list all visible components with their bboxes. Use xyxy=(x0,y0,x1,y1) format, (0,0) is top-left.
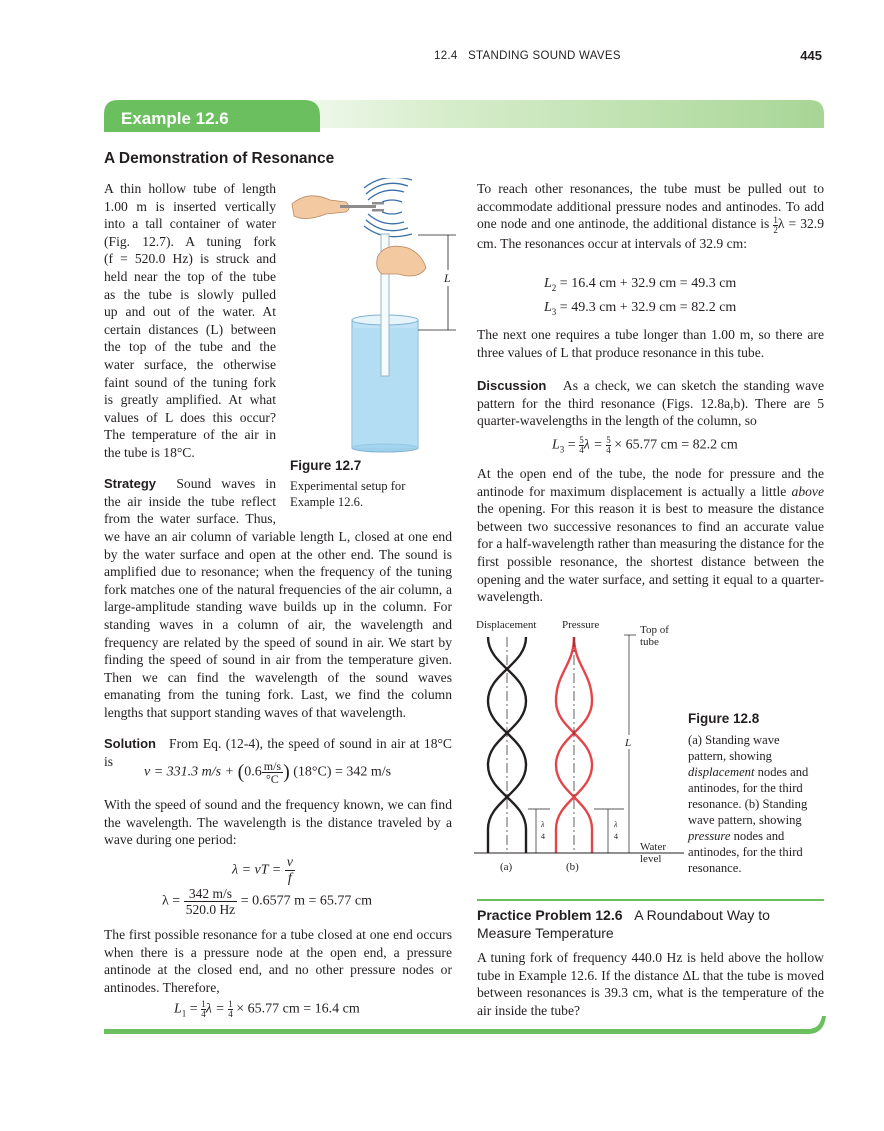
right-text-3 xyxy=(477,465,824,606)
problem-line: as the tube is slowly pulled xyxy=(104,286,276,302)
eq-L1-var: L xyxy=(174,1001,182,1017)
right-text-3a: At the open end of the tube, the node for pressure and the antinode for maximum displacement is actually a little xyxy=(477,466,824,499)
eq-lambda2-num: 342 m/s xyxy=(184,886,238,902)
page-number: 445 xyxy=(800,48,822,63)
eq-L3b-var: L xyxy=(552,437,560,453)
eq-L2-var: L xyxy=(544,276,552,291)
eq-lambda2-left: λ = xyxy=(162,893,184,909)
practice-title: A Roundabout Way to Measure Temperature xyxy=(477,907,770,941)
eq-L1-end: × 65.77 cm = 16.4 cm xyxy=(232,1001,360,1017)
equation-L2 xyxy=(544,276,736,293)
eq-L1-frac-den: 4 xyxy=(201,1009,206,1019)
strategy-body: we have an air column of variable length L, closed at one end by the water surface and open at the other end. The sound is amplified due to resonance; when the frequency of the tuning fork matches one of the natural frequencies of the air column, a large-amplitude standing wave builds up in the column. For standing waves in a column of air, the wavelength and frequency are related by the speed of sound in air. We start by finding the speed of sound in air from the temperature given. Then we can find the wavelength of the sound waves emanating from the tuning fork. Last, we find the column lengths that support standing waves of that wavelength. xyxy=(104,529,452,720)
quarter-lambda-a: λ xyxy=(541,820,545,829)
practice-divider xyxy=(477,899,824,901)
length-label: L xyxy=(444,271,451,285)
eq-L1-lambda: λ = xyxy=(205,1001,229,1017)
eq-L3b-frac-num: 5 xyxy=(579,435,584,445)
figure-12-7-title: Figure 12.7 xyxy=(290,458,362,473)
eq-L3-body: = 49.3 cm + 32.9 cm = 82.2 cm xyxy=(559,300,737,315)
problem-line: the tube is 18°C. xyxy=(104,444,195,460)
eq-lambda2-den: 520.0 Hz xyxy=(185,902,236,917)
eq-speed-right: (18°C) = 342 m/s xyxy=(293,764,392,780)
problem-line: faint sound of the tuning fork xyxy=(104,374,276,390)
eq-L1-frac2-den: 4 xyxy=(228,1009,233,1019)
figure-12-8-title: Figure 12.8 xyxy=(688,711,760,726)
strategy-line: from the water surface. Thus, xyxy=(104,511,276,527)
eq-L3b-frac2-num: 5 xyxy=(606,435,611,445)
problem-line: held near the top of the tube xyxy=(104,268,276,284)
eq-L3-var: L xyxy=(544,300,552,315)
eq-L3b-end: × 65.77 cm = 82.2 cm xyxy=(610,437,738,453)
strategy-lead xyxy=(104,475,276,528)
quarter-lambda-b: λ xyxy=(614,820,618,829)
problem-line: (Fig. 12.7). A tuning fork xyxy=(104,233,276,249)
problem-line: (f = 520.0 Hz) is struck and xyxy=(104,251,276,267)
discussion-label: Discussion xyxy=(477,378,547,393)
equation-L3-check xyxy=(552,436,738,455)
right-text-1-end: λ = 32.9 cm. The resonances occur at intervals of 32.9 cm: xyxy=(477,216,824,251)
eq-L3b-lambda: λ = xyxy=(583,437,607,453)
right-text-3b: the opening. For this reason it is best to measure the distance between two successive resonances to find an accurate value for a half-wavelength rather than measuring the distance for the first possible resonance, the shortest distance between the opening and the water surface, and setting it equal to a quarter-wavelength. xyxy=(477,501,824,605)
solution-text-2: With the speed of sound and the frequency known, we can find the wavelength. The wavelength is the distance traveled by a wave during one period: xyxy=(104,797,452,848)
eq-lambda1-den: f xyxy=(287,871,292,886)
figure-12-7-illustration xyxy=(286,178,466,454)
hand-holding-tube-icon xyxy=(377,246,426,276)
problem-line: 1.00 m is inserted vertically xyxy=(104,198,276,214)
quarter-lambda-b-den: 4 xyxy=(614,832,618,841)
equation-speed: v = 331.3 m/s + (0.6 $\frac{m/s}{^\circ C}$ ) (18°C) = 342 m/s xyxy=(144,759,392,786)
problem-line: The temperature of the air in xyxy=(104,427,276,443)
right-text-1-start: To reach other resonances, the tube must be pulled out to accommodate additional pressure nodes and antinodes. To add one node and one antinode, the additional distance is xyxy=(477,181,824,232)
eq-speed-left: v = 331.3 m/s + xyxy=(144,764,238,780)
eq-L1-frac2-num: 1 xyxy=(228,999,233,1009)
eq-speed-coef: 0.6 xyxy=(244,764,262,780)
quarter-lambda-a-den: 4 xyxy=(541,832,545,841)
problem-line: values of L does this occur? xyxy=(104,409,276,425)
eq-L2-body: = 16.4 cm + 32.9 cm = 49.3 cm xyxy=(559,276,737,291)
practice-heading xyxy=(477,906,824,942)
strategy-line: the air inside the tube reflect xyxy=(104,493,276,509)
equation-lambda-2 xyxy=(162,886,372,917)
label-b: (b) xyxy=(566,861,579,873)
eq-L2-sub: 2 xyxy=(551,282,557,293)
problem-line: into a tall container of water xyxy=(104,216,276,232)
figure-12-8-diagram xyxy=(474,615,684,877)
problem-line: A thin hollow tube of length xyxy=(104,181,276,196)
eq-L1-sub: 1 xyxy=(181,1008,187,1019)
strategy-line: Sound waves in xyxy=(176,476,277,491)
label-a: (a) xyxy=(500,861,513,873)
eq-L3-sub: 3 xyxy=(551,306,557,317)
discussion xyxy=(477,377,824,430)
eq-L3b-frac2-den: 4 xyxy=(606,445,611,455)
solution-intro-text: From Eq. (12-4), the speed of sound in air at 18°C is xyxy=(104,736,452,769)
problem-line: water surface, the otherwise xyxy=(104,356,276,372)
eq-lambda1-left: λ = vT = xyxy=(232,862,285,878)
eq-lambda2-right: = 0.6577 m = 65.77 cm xyxy=(237,893,372,909)
problem-line: certain distances (L) between xyxy=(104,321,276,337)
solution-text-3: The first possible resonance for a tube closed at one end occurs when there is a pressure node at the open end, a pressure antinode at the closed end, and no other pressure nodes or antinodes. Therefore, xyxy=(104,927,452,995)
label-displacement: Displacement xyxy=(476,619,537,631)
label-water-level: Water level xyxy=(640,841,666,865)
half-num: 1 xyxy=(773,214,778,225)
running-head: 12.4 STANDING SOUND WAVES xyxy=(434,50,621,62)
equation-L3 xyxy=(544,300,736,317)
example-label: Example 12.6 xyxy=(121,109,229,128)
eq-L1-eq: = xyxy=(186,1001,202,1017)
eq-speed-unit-num: m/s xyxy=(263,759,282,773)
eq-lambda1-num: v xyxy=(286,855,293,870)
discussion-text: As a check, we can sketch the standing wave pattern for the third resonance (Figs. 12.8a,b). There are 5 quarter-wavelengths in the length of the column, so xyxy=(477,378,824,429)
problem-text xyxy=(104,180,276,462)
right-text-1 xyxy=(477,180,824,252)
practice-text: A tuning fork of frequency 440.0 Hz is held above the hollow tube in Example 12.6. If the distance ΔL that the tube is moved between resonances is 39.3 cm, what is the temperature of the air inside the tube? xyxy=(477,950,824,1018)
example-title: A Demonstration of Resonance xyxy=(104,150,335,167)
figure-12-8-caption: (a) Standing wave pattern, showing displacement nodes and antinodes, for the third resonance. (b) Standing wave pattern, showing pressure nodes and antinodes, for the third resonance. xyxy=(688,733,809,875)
eq-speed-unit-den: °C xyxy=(266,772,279,786)
eq-L1-frac-num: 1 xyxy=(201,999,206,1009)
eq-L3b-sub: 3 xyxy=(559,444,565,455)
right-text-3-above: above xyxy=(791,483,824,499)
label-L: L xyxy=(625,737,632,749)
solution-label: Solution xyxy=(104,736,156,751)
practice-label: Practice Problem 12.6 xyxy=(477,907,623,923)
eq-L3b-eq: = xyxy=(564,437,580,453)
problem-line: is greatly amplified. At what xyxy=(104,392,276,408)
label-top-of-tube: Top of tube xyxy=(640,624,669,648)
problem-line: the top of the tube and the xyxy=(104,339,276,355)
figure-12-7-caption: Experimental setup for Example 12.6. xyxy=(290,479,406,509)
label-pressure: Pressure xyxy=(562,619,600,631)
problem-line: up and out of the water. At xyxy=(104,304,276,320)
eq-L3b-frac-den: 4 xyxy=(579,445,584,455)
strategy-label: Strategy xyxy=(104,476,157,491)
equation-lambda-1 xyxy=(232,855,295,886)
right-text-2: The next one requires a tube longer than 1.00 m, so there are three values of L that produce resonance in this tube. xyxy=(477,327,824,360)
half-den: 2 xyxy=(773,224,778,235)
